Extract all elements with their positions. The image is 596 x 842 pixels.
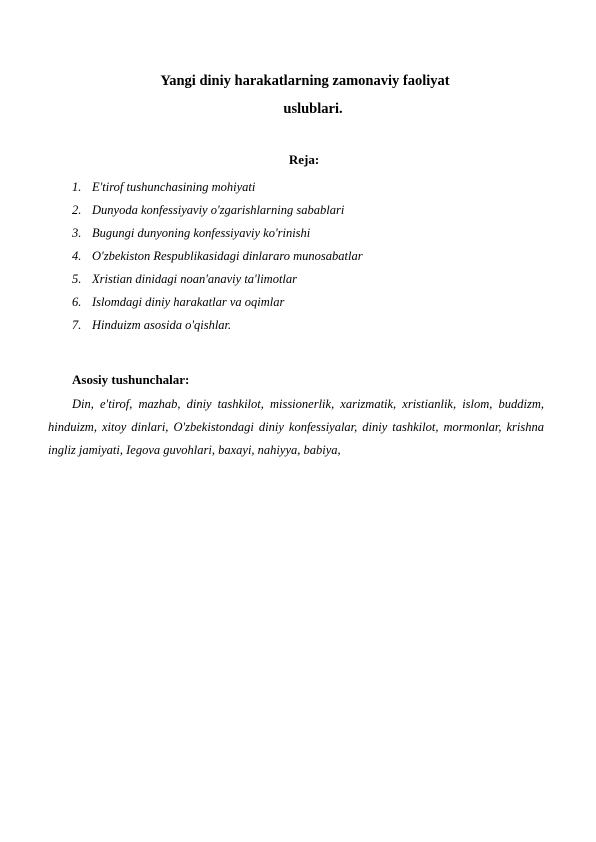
plan-item-text: O'zbekiston Respublikasidagi dinlararo munosabatlar: [92, 249, 363, 263]
plan-item: [72, 176, 363, 199]
plan-item-text: Bugungi dunyoning konfessiyaviy ko'rinishi: [92, 226, 311, 240]
plan-item-text: Dunyoda konfessiyaviy o'zgarishlarning sabablari: [92, 203, 345, 217]
plan-item: [72, 222, 363, 245]
plan-item-number: 1.: [72, 180, 82, 194]
document-title-line-2: uslublari.: [283, 101, 343, 117]
plan-item: [72, 291, 363, 314]
plan-item: [72, 314, 363, 337]
plan-item-number: 4.: [72, 249, 82, 263]
plan-item-number: 5.: [72, 272, 82, 286]
key-concepts-heading: Asosiy tushunchalar:: [72, 372, 190, 387]
plan-item: [72, 245, 363, 268]
plan-item-text: Xristian dinidagi noan'anaviy ta'limotlar: [92, 272, 297, 286]
document-title-line-1: Yangi diniy harakatlarning zamonaviy faoliyat: [160, 73, 450, 89]
key-concepts-paragraph: Din, e'tirof, mazhab, diniy tashkilot, missionerlik, xarizmatik, xristianlik, islom, buddizm, hinduizm, xitoy dinlari, O'zbekistondagi diniy konfessiyalar, diniy tashkilot, mormonlar, krishna ingliz jamiyati, Iegova guvohlari, baxayi, nahiyya, babiya,: [48, 397, 544, 457]
plan-item: [72, 268, 363, 291]
plan-item-number: 2.: [72, 203, 82, 217]
plan-item-text: Islomdagi diniy harakatlar va oqimlar: [92, 295, 285, 309]
plan-item-text: Hinduizm asosida o'qishlar.: [92, 318, 232, 332]
plan-item-number: 3.: [72, 226, 82, 240]
plan-heading: Reja:: [288, 152, 320, 167]
plan-item-number: 7.: [72, 318, 82, 332]
plan-item-number: 6.: [72, 295, 82, 309]
plan-list: [72, 176, 363, 337]
plan-item-text: E'tirof tushunchasining mohiyati: [92, 180, 256, 194]
plan-item: [72, 199, 363, 222]
